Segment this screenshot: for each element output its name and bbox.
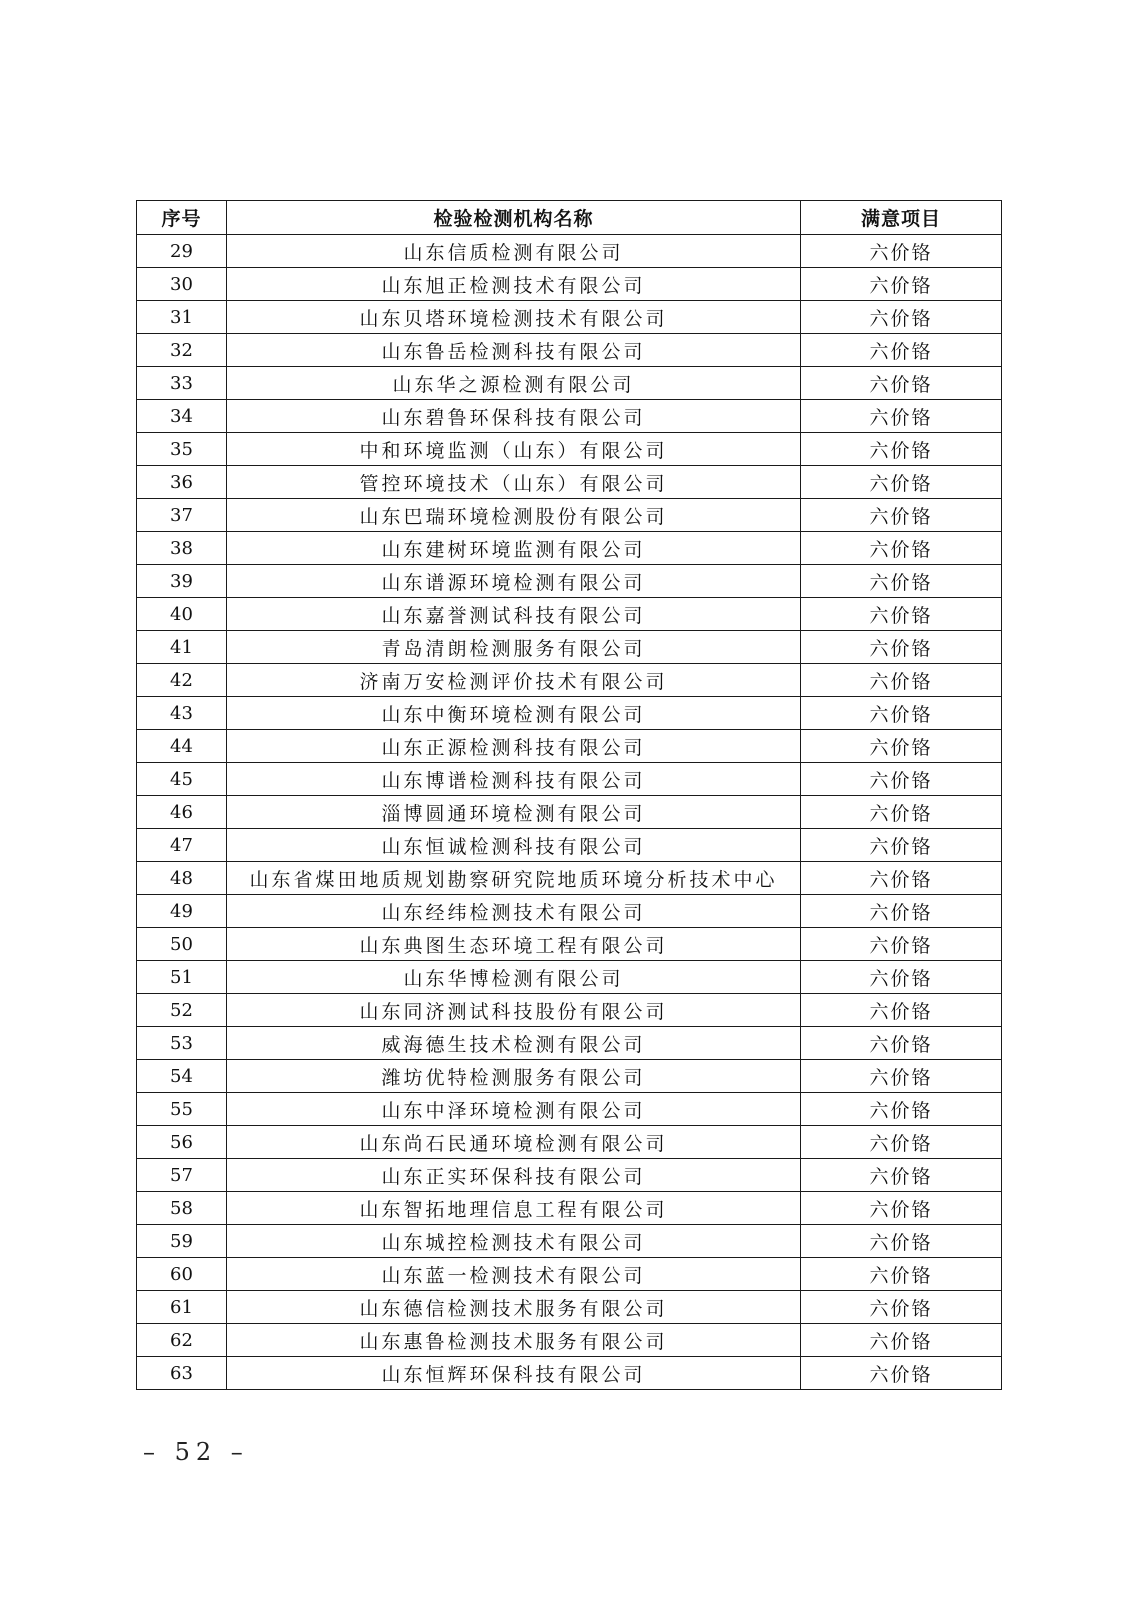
table-row xyxy=(137,1291,1002,1324)
table-row xyxy=(137,235,1002,268)
row-institution-name: 威海德生技术检测有限公司 xyxy=(227,1027,801,1060)
row-serial-number: 32 xyxy=(137,334,227,367)
row-serial-number: 29 xyxy=(137,235,227,268)
table-row xyxy=(137,433,1002,466)
row-institution-name: 山东中衡环境检测有限公司 xyxy=(227,697,801,730)
table-row xyxy=(137,1225,1002,1258)
table-row xyxy=(137,598,1002,631)
row-satisfactory-item: 六价铬 xyxy=(801,994,1002,1027)
row-institution-name: 山东贝塔环境检测技术有限公司 xyxy=(227,301,801,334)
row-institution-name: 山东恒诚检测科技有限公司 xyxy=(227,829,801,862)
header-institution-name: 检验检测机构名称 xyxy=(227,201,801,235)
row-serial-number: 55 xyxy=(137,1093,227,1126)
table-row xyxy=(137,400,1002,433)
table-row xyxy=(137,334,1002,367)
row-satisfactory-item: 六价铬 xyxy=(801,1060,1002,1093)
row-satisfactory-item: 六价铬 xyxy=(801,268,1002,301)
row-satisfactory-item: 六价铬 xyxy=(801,730,1002,763)
row-institution-name: 山东中泽环境检测有限公司 xyxy=(227,1093,801,1126)
row-institution-name: 青岛清朗检测服务有限公司 xyxy=(227,631,801,664)
row-serial-number: 35 xyxy=(137,433,227,466)
row-serial-number: 41 xyxy=(137,631,227,664)
row-institution-name: 山东博谱检测科技有限公司 xyxy=(227,763,801,796)
row-satisfactory-item: 六价铬 xyxy=(801,499,1002,532)
row-satisfactory-item: 六价铬 xyxy=(801,1324,1002,1357)
row-serial-number: 39 xyxy=(137,565,227,598)
row-satisfactory-item: 六价铬 xyxy=(801,796,1002,829)
row-institution-name: 管控环境技术（山东）有限公司 xyxy=(227,466,801,499)
row-serial-number: 43 xyxy=(137,697,227,730)
row-institution-name: 山东城控检测技术有限公司 xyxy=(227,1225,801,1258)
table-row xyxy=(137,697,1002,730)
row-serial-number: 47 xyxy=(137,829,227,862)
row-serial-number: 63 xyxy=(137,1357,227,1390)
row-serial-number: 62 xyxy=(137,1324,227,1357)
row-serial-number: 61 xyxy=(137,1291,227,1324)
table-row xyxy=(137,1192,1002,1225)
row-serial-number: 30 xyxy=(137,268,227,301)
row-satisfactory-item: 六价铬 xyxy=(801,1357,1002,1390)
row-institution-name: 山东正源检测科技有限公司 xyxy=(227,730,801,763)
row-institution-name: 山东智拓地理信息工程有限公司 xyxy=(227,1192,801,1225)
row-satisfactory-item: 六价铬 xyxy=(801,697,1002,730)
row-satisfactory-item: 六价铬 xyxy=(801,1126,1002,1159)
row-institution-name: 山东谱源环境检测有限公司 xyxy=(227,565,801,598)
row-satisfactory-item: 六价铬 xyxy=(801,961,1002,994)
table-row xyxy=(137,1126,1002,1159)
row-satisfactory-item: 六价铬 xyxy=(801,895,1002,928)
table-header-row xyxy=(137,201,1002,235)
row-institution-name: 山东蓝一检测技术有限公司 xyxy=(227,1258,801,1291)
row-institution-name: 山东碧鲁环保科技有限公司 xyxy=(227,400,801,433)
row-serial-number: 45 xyxy=(137,763,227,796)
row-serial-number: 34 xyxy=(137,400,227,433)
row-satisfactory-item: 六价铬 xyxy=(801,1027,1002,1060)
row-satisfactory-item: 六价铬 xyxy=(801,664,1002,697)
row-serial-number: 60 xyxy=(137,1258,227,1291)
row-institution-name: 山东鲁岳检测科技有限公司 xyxy=(227,334,801,367)
table-row xyxy=(137,565,1002,598)
row-serial-number: 50 xyxy=(137,928,227,961)
row-serial-number: 44 xyxy=(137,730,227,763)
row-serial-number: 40 xyxy=(137,598,227,631)
row-institution-name: 山东嘉誉测试科技有限公司 xyxy=(227,598,801,631)
row-serial-number: 56 xyxy=(137,1126,227,1159)
row-institution-name: 山东惠鲁检测技术服务有限公司 xyxy=(227,1324,801,1357)
table-row xyxy=(137,532,1002,565)
row-satisfactory-item: 六价铬 xyxy=(801,598,1002,631)
table-row xyxy=(137,862,1002,895)
row-institution-name: 山东华博检测有限公司 xyxy=(227,961,801,994)
table-row xyxy=(137,367,1002,400)
row-satisfactory-item: 六价铬 xyxy=(801,1258,1002,1291)
table-row xyxy=(137,1159,1002,1192)
row-serial-number: 49 xyxy=(137,895,227,928)
row-institution-name: 济南万安检测评价技术有限公司 xyxy=(227,664,801,697)
row-institution-name: 山东同济测试科技股份有限公司 xyxy=(227,994,801,1027)
results-table xyxy=(136,200,1002,1390)
row-institution-name: 中和环境监测（山东）有限公司 xyxy=(227,433,801,466)
row-satisfactory-item: 六价铬 xyxy=(801,235,1002,268)
row-serial-number: 57 xyxy=(137,1159,227,1192)
row-serial-number: 36 xyxy=(137,466,227,499)
row-serial-number: 46 xyxy=(137,796,227,829)
row-institution-name: 山东恒辉环保科技有限公司 xyxy=(227,1357,801,1390)
row-institution-name: 山东尚石民通环境检测有限公司 xyxy=(227,1126,801,1159)
header-serial-number: 序号 xyxy=(137,201,227,235)
row-serial-number: 31 xyxy=(137,301,227,334)
row-institution-name: 山东省煤田地质规划勘察研究院地质环境分析技术中心 xyxy=(227,862,801,895)
table-row xyxy=(137,730,1002,763)
row-satisfactory-item: 六价铬 xyxy=(801,1093,1002,1126)
row-serial-number: 42 xyxy=(137,664,227,697)
row-serial-number: 38 xyxy=(137,532,227,565)
table-body xyxy=(137,235,1002,1390)
row-institution-name: 山东旭正检测技术有限公司 xyxy=(227,268,801,301)
row-satisfactory-item: 六价铬 xyxy=(801,862,1002,895)
table-row xyxy=(137,1060,1002,1093)
row-satisfactory-item: 六价铬 xyxy=(801,631,1002,664)
row-serial-number: 52 xyxy=(137,994,227,1027)
row-institution-name: 淄博圆通环境检测有限公司 xyxy=(227,796,801,829)
row-satisfactory-item: 六价铬 xyxy=(801,400,1002,433)
table-row xyxy=(137,499,1002,532)
row-satisfactory-item: 六价铬 xyxy=(801,334,1002,367)
row-satisfactory-item: 六价铬 xyxy=(801,763,1002,796)
table-row xyxy=(137,1027,1002,1060)
row-serial-number: 59 xyxy=(137,1225,227,1258)
table-row xyxy=(137,301,1002,334)
row-satisfactory-item: 六价铬 xyxy=(801,928,1002,961)
table-row xyxy=(137,1258,1002,1291)
row-institution-name: 山东正实环保科技有限公司 xyxy=(227,1159,801,1192)
header-satisfactory-item: 满意项目 xyxy=(801,201,1002,235)
table-row xyxy=(137,268,1002,301)
row-satisfactory-item: 六价铬 xyxy=(801,301,1002,334)
row-satisfactory-item: 六价铬 xyxy=(801,367,1002,400)
row-serial-number: 58 xyxy=(137,1192,227,1225)
table-row xyxy=(137,466,1002,499)
table-row xyxy=(137,895,1002,928)
row-serial-number: 37 xyxy=(137,499,227,532)
table-row xyxy=(137,664,1002,697)
row-satisfactory-item: 六价铬 xyxy=(801,1291,1002,1324)
row-serial-number: 33 xyxy=(137,367,227,400)
row-satisfactory-item: 六价铬 xyxy=(801,433,1002,466)
row-serial-number: 51 xyxy=(137,961,227,994)
row-satisfactory-item: 六价铬 xyxy=(801,466,1002,499)
table-row xyxy=(137,1357,1002,1390)
table-row xyxy=(137,928,1002,961)
table-row xyxy=(137,994,1002,1027)
table-row xyxy=(137,1324,1002,1357)
row-institution-name: 山东经纬检测技术有限公司 xyxy=(227,895,801,928)
row-institution-name: 山东建树环境监测有限公司 xyxy=(227,532,801,565)
page-number: – 52 – xyxy=(143,1438,249,1466)
row-satisfactory-item: 六价铬 xyxy=(801,1159,1002,1192)
row-institution-name: 山东典图生态环境工程有限公司 xyxy=(227,928,801,961)
row-institution-name: 山东信质检测有限公司 xyxy=(227,235,801,268)
row-serial-number: 48 xyxy=(137,862,227,895)
table-row xyxy=(137,796,1002,829)
row-satisfactory-item: 六价铬 xyxy=(801,1225,1002,1258)
row-satisfactory-item: 六价铬 xyxy=(801,532,1002,565)
row-serial-number: 54 xyxy=(137,1060,227,1093)
table-row xyxy=(137,631,1002,664)
row-institution-name: 山东德信检测技术服务有限公司 xyxy=(227,1291,801,1324)
table-row xyxy=(137,1093,1002,1126)
row-satisfactory-item: 六价铬 xyxy=(801,829,1002,862)
row-institution-name: 潍坊优特检测服务有限公司 xyxy=(227,1060,801,1093)
row-serial-number: 53 xyxy=(137,1027,227,1060)
row-satisfactory-item: 六价铬 xyxy=(801,1192,1002,1225)
table-row xyxy=(137,763,1002,796)
table-row xyxy=(137,829,1002,862)
table-row xyxy=(137,961,1002,994)
row-satisfactory-item: 六价铬 xyxy=(801,565,1002,598)
row-institution-name: 山东巴瑞环境检测股份有限公司 xyxy=(227,499,801,532)
row-institution-name: 山东华之源检测有限公司 xyxy=(227,367,801,400)
